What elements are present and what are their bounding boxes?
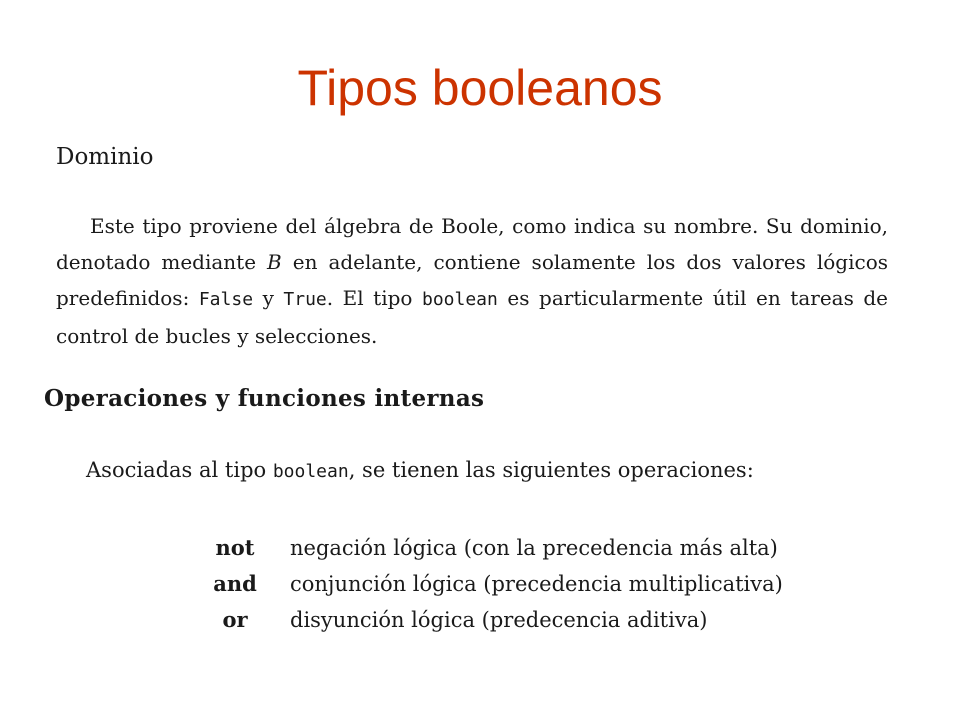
- dominio-paragraph: [56, 208, 888, 354]
- operator-name: and: [213, 571, 257, 596]
- dominio-text-2: en adelante, contiene solamente los dos valores lógicos predefinidos:: [56, 250, 888, 310]
- operator-description: conjunción lógica (precedencia multiplicativa): [290, 572, 783, 596]
- table-row: [200, 530, 783, 566]
- operator-description: negación lógica (con la precedencia más alta): [290, 536, 778, 560]
- page-title: Tipos booleanos: [297, 60, 663, 116]
- operator-description: disyunción lógica (predecencia aditiva): [290, 608, 708, 632]
- operator-name: or: [222, 607, 248, 632]
- section-heading-operaciones: Operaciones y funciones internas: [44, 385, 485, 412]
- ops-intro-text-2: , se tienen las siguientes operaciones:: [348, 458, 754, 482]
- table-row: [200, 566, 783, 602]
- dominio-text-1: Este tipo proviene del álgebra de Boole, como indica su nombre. Su dominio, denotado mediante: [56, 214, 888, 274]
- true-value: True: [283, 289, 327, 310]
- domain-symbol: B: [267, 250, 282, 274]
- dominio-conj: y: [253, 286, 284, 310]
- section-heading-dominio: Dominio: [56, 144, 154, 170]
- table-row: [200, 602, 783, 638]
- operator-name: not: [215, 535, 255, 560]
- dominio-text-3: . El tipo: [326, 286, 422, 310]
- dominio-text-4: es particularmente útil en tareas de control de bucles y selecciones.: [56, 286, 889, 348]
- ops-intro-text-1: Asociadas al tipo: [86, 458, 273, 482]
- type-name-boolean: boolean: [272, 461, 349, 482]
- type-name-boolean: boolean: [422, 289, 498, 310]
- operaciones-intro: [86, 452, 754, 490]
- operations-table: [200, 530, 783, 638]
- false-value: False: [198, 289, 254, 310]
